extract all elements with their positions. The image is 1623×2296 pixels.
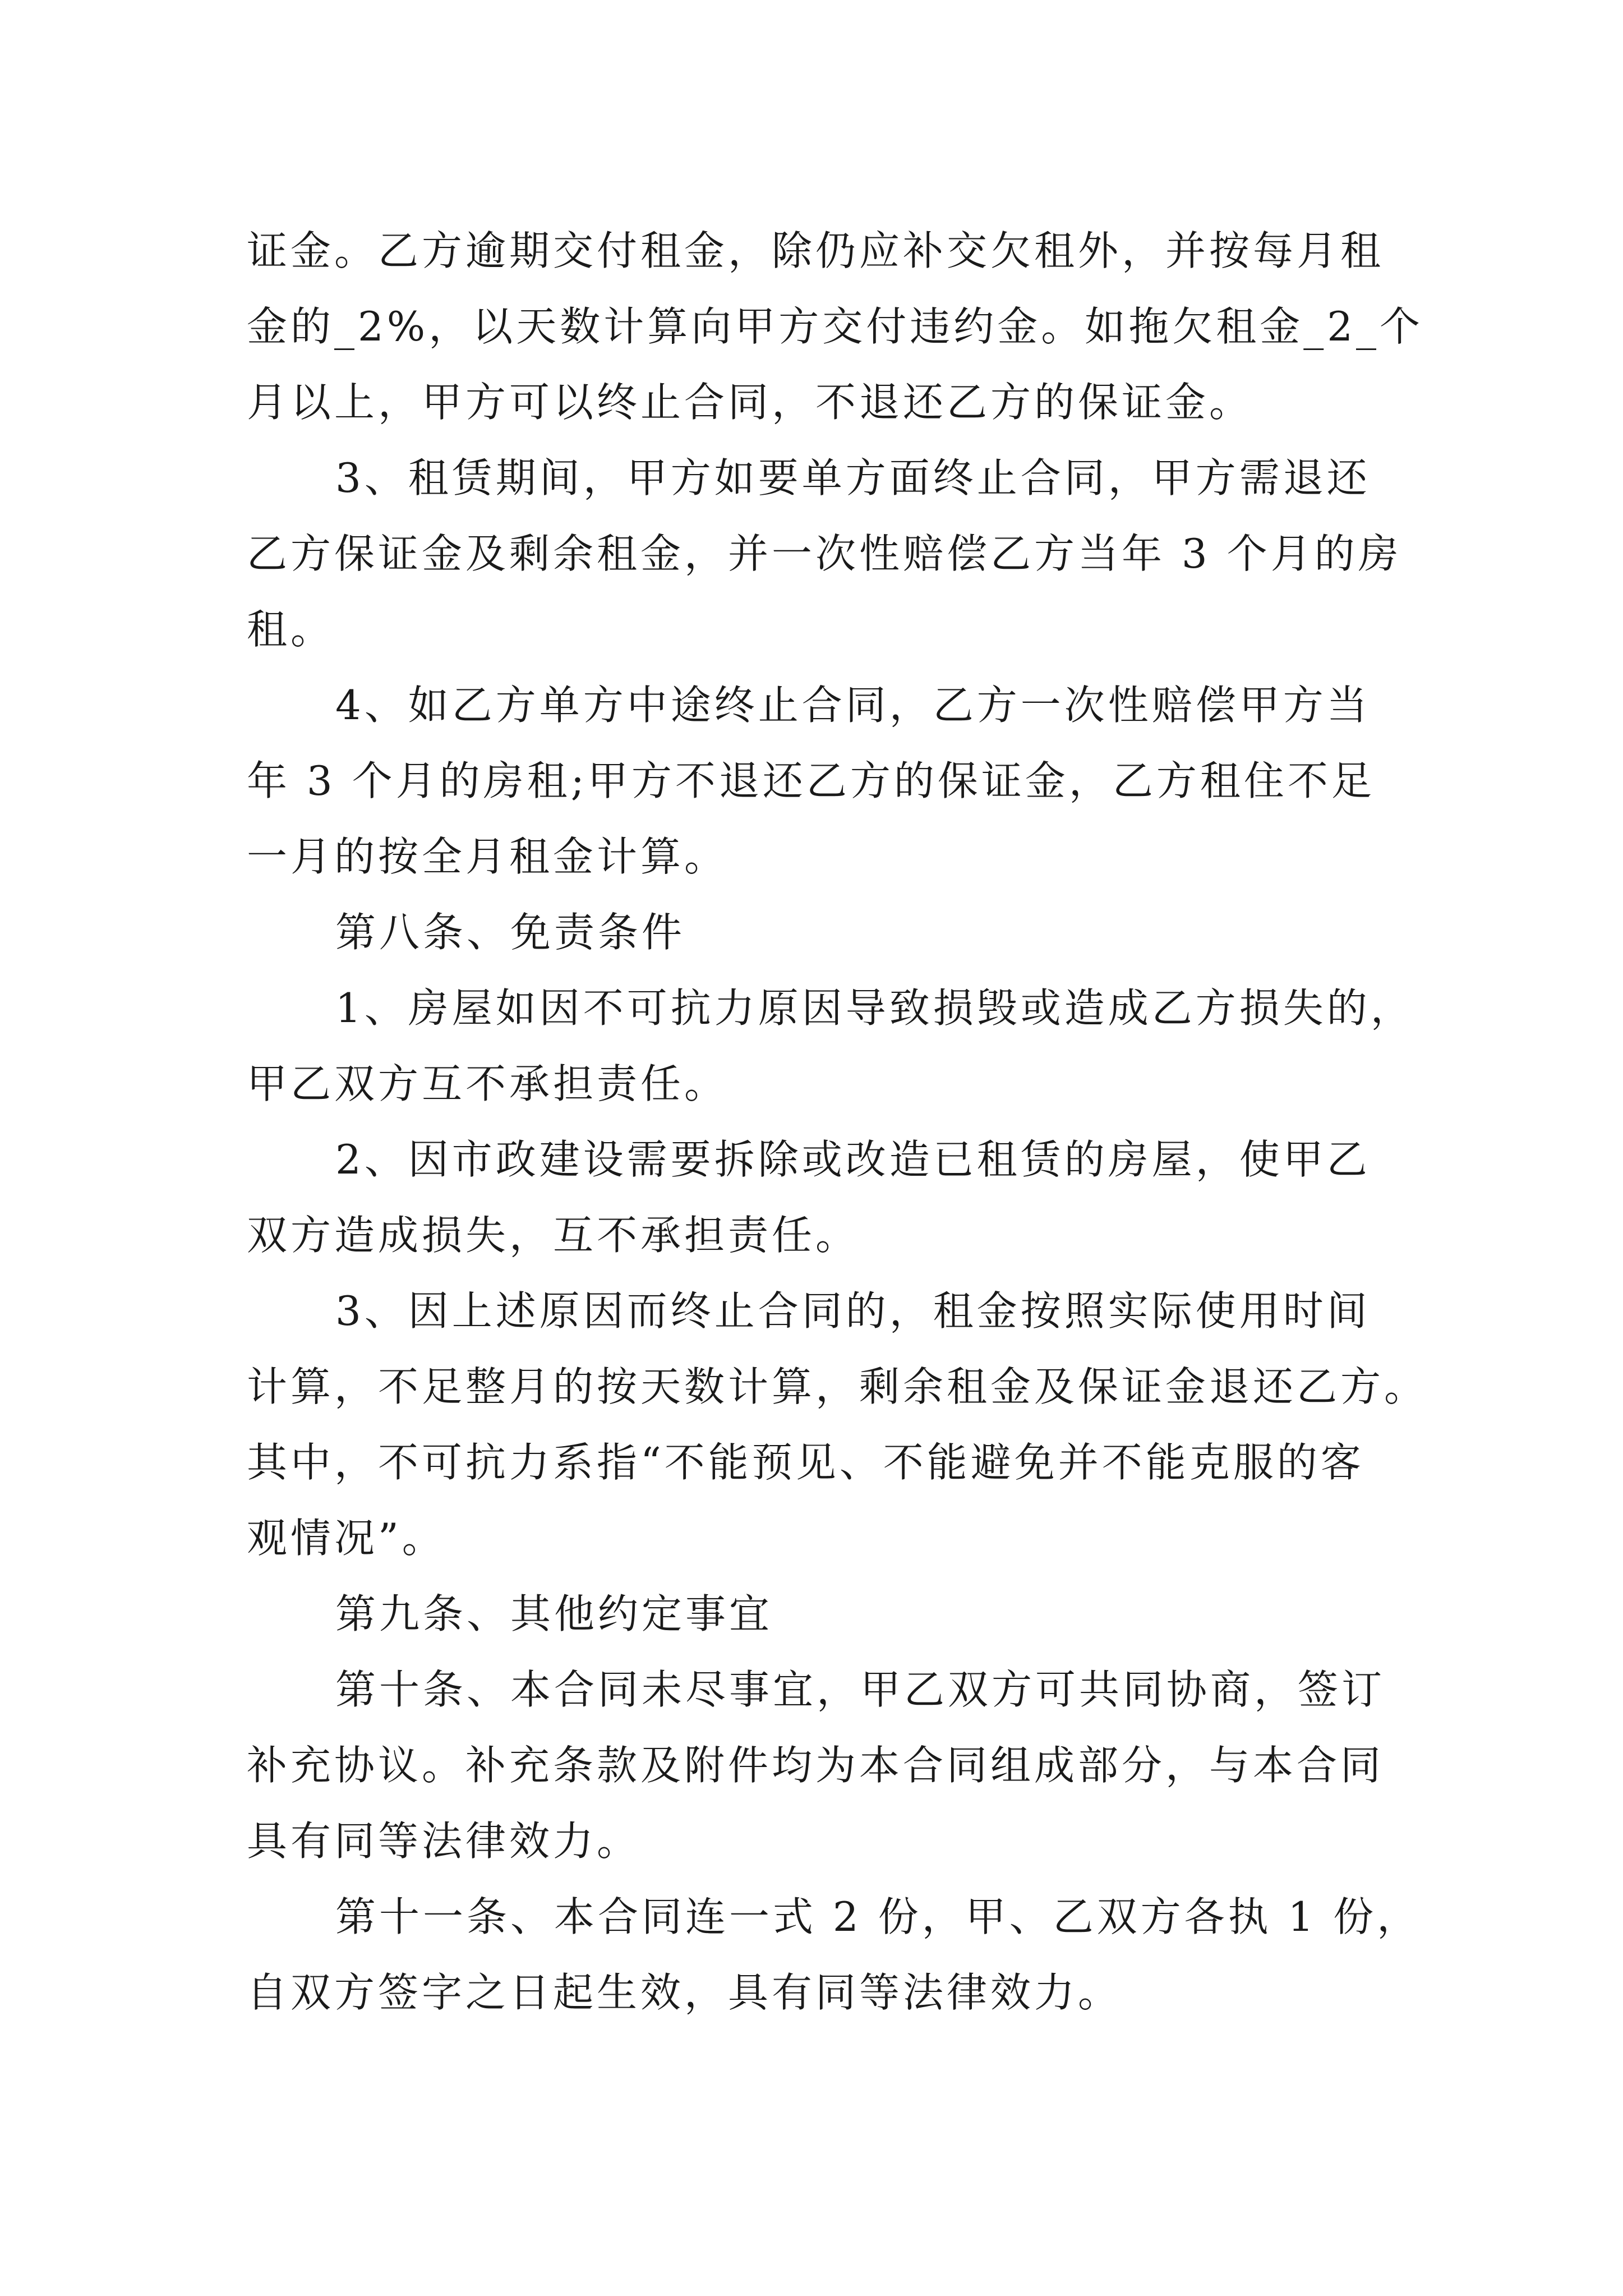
text-line: 补充协议。补充条款及附件均为本合同组成部分，与本合同 — [247, 1742, 1385, 1789]
text-line: 年 3 个月的房租;甲方不退还乙方的保证金，乙方租住不足 — [247, 757, 1375, 804]
text-line: 2、因市政建设需要拆除或改造已租赁的房屋，使甲乙 — [335, 1136, 1371, 1183]
text-line: 4、如乙方单方中途终止合同，乙方一次性赔偿甲方当 — [335, 682, 1371, 729]
text-line: 月以上，甲方可以终止合同，不退还乙方的保证金。 — [247, 379, 1253, 426]
text-line: 第十条、本合同未尽事宜，甲乙双方可共同协商，签订 — [335, 1666, 1386, 1713]
text-line: 一月的按全月租金计算。 — [247, 833, 728, 880]
text-line: 计算，不足整月的按天数计算，剩余租金及保证金退还乙方。 — [247, 1363, 1428, 1410]
text-line: 1、房屋如因不可抗力原因导致损毁或造成乙方损失的， — [335, 984, 1414, 1032]
text-line: 3、租赁期间，甲方如要单方面终止合同，甲方需退还 — [335, 454, 1371, 501]
section-heading: 第九条、其他约定事宜 — [335, 1590, 773, 1637]
text-line: 第十一条、本合同连一式 2 份，甲、乙双方各执 1 份， — [335, 1893, 1421, 1940]
text-line: 3、因上述原因而终止合同的，租金按照实际使用时间 — [335, 1287, 1371, 1335]
body-text — [247, 213, 1428, 2031]
text-line: 其中，不可抗力系指“不能预见、不能避免并不能克服的客 — [247, 1439, 1364, 1486]
text-line: 租。 — [247, 606, 335, 653]
text-line: 甲乙双方互不承担责任。 — [247, 1060, 728, 1107]
text-line: 双方造成损失，互不承担责任。 — [247, 1212, 860, 1259]
text-line: 具有同等法律效力。 — [247, 1818, 641, 1865]
text-line: 金的_2%，以天数计算向甲方交付违约金。如拖欠租金_2_个 — [247, 303, 1424, 350]
text-line: 观情况”。 — [247, 1515, 446, 1562]
text-line: 自双方签字之日起生效，具有同等法律效力。 — [247, 1969, 1122, 2016]
section-heading: 第八条、免责条件 — [335, 909, 686, 956]
text-line: 乙方保证金及剩余租金，并一次性赔偿乙方当年 3 个月的房 — [247, 530, 1402, 577]
text-line: 证金。乙方逾期交付租金，除仍应补交欠租外，并按每月租 — [247, 227, 1385, 274]
